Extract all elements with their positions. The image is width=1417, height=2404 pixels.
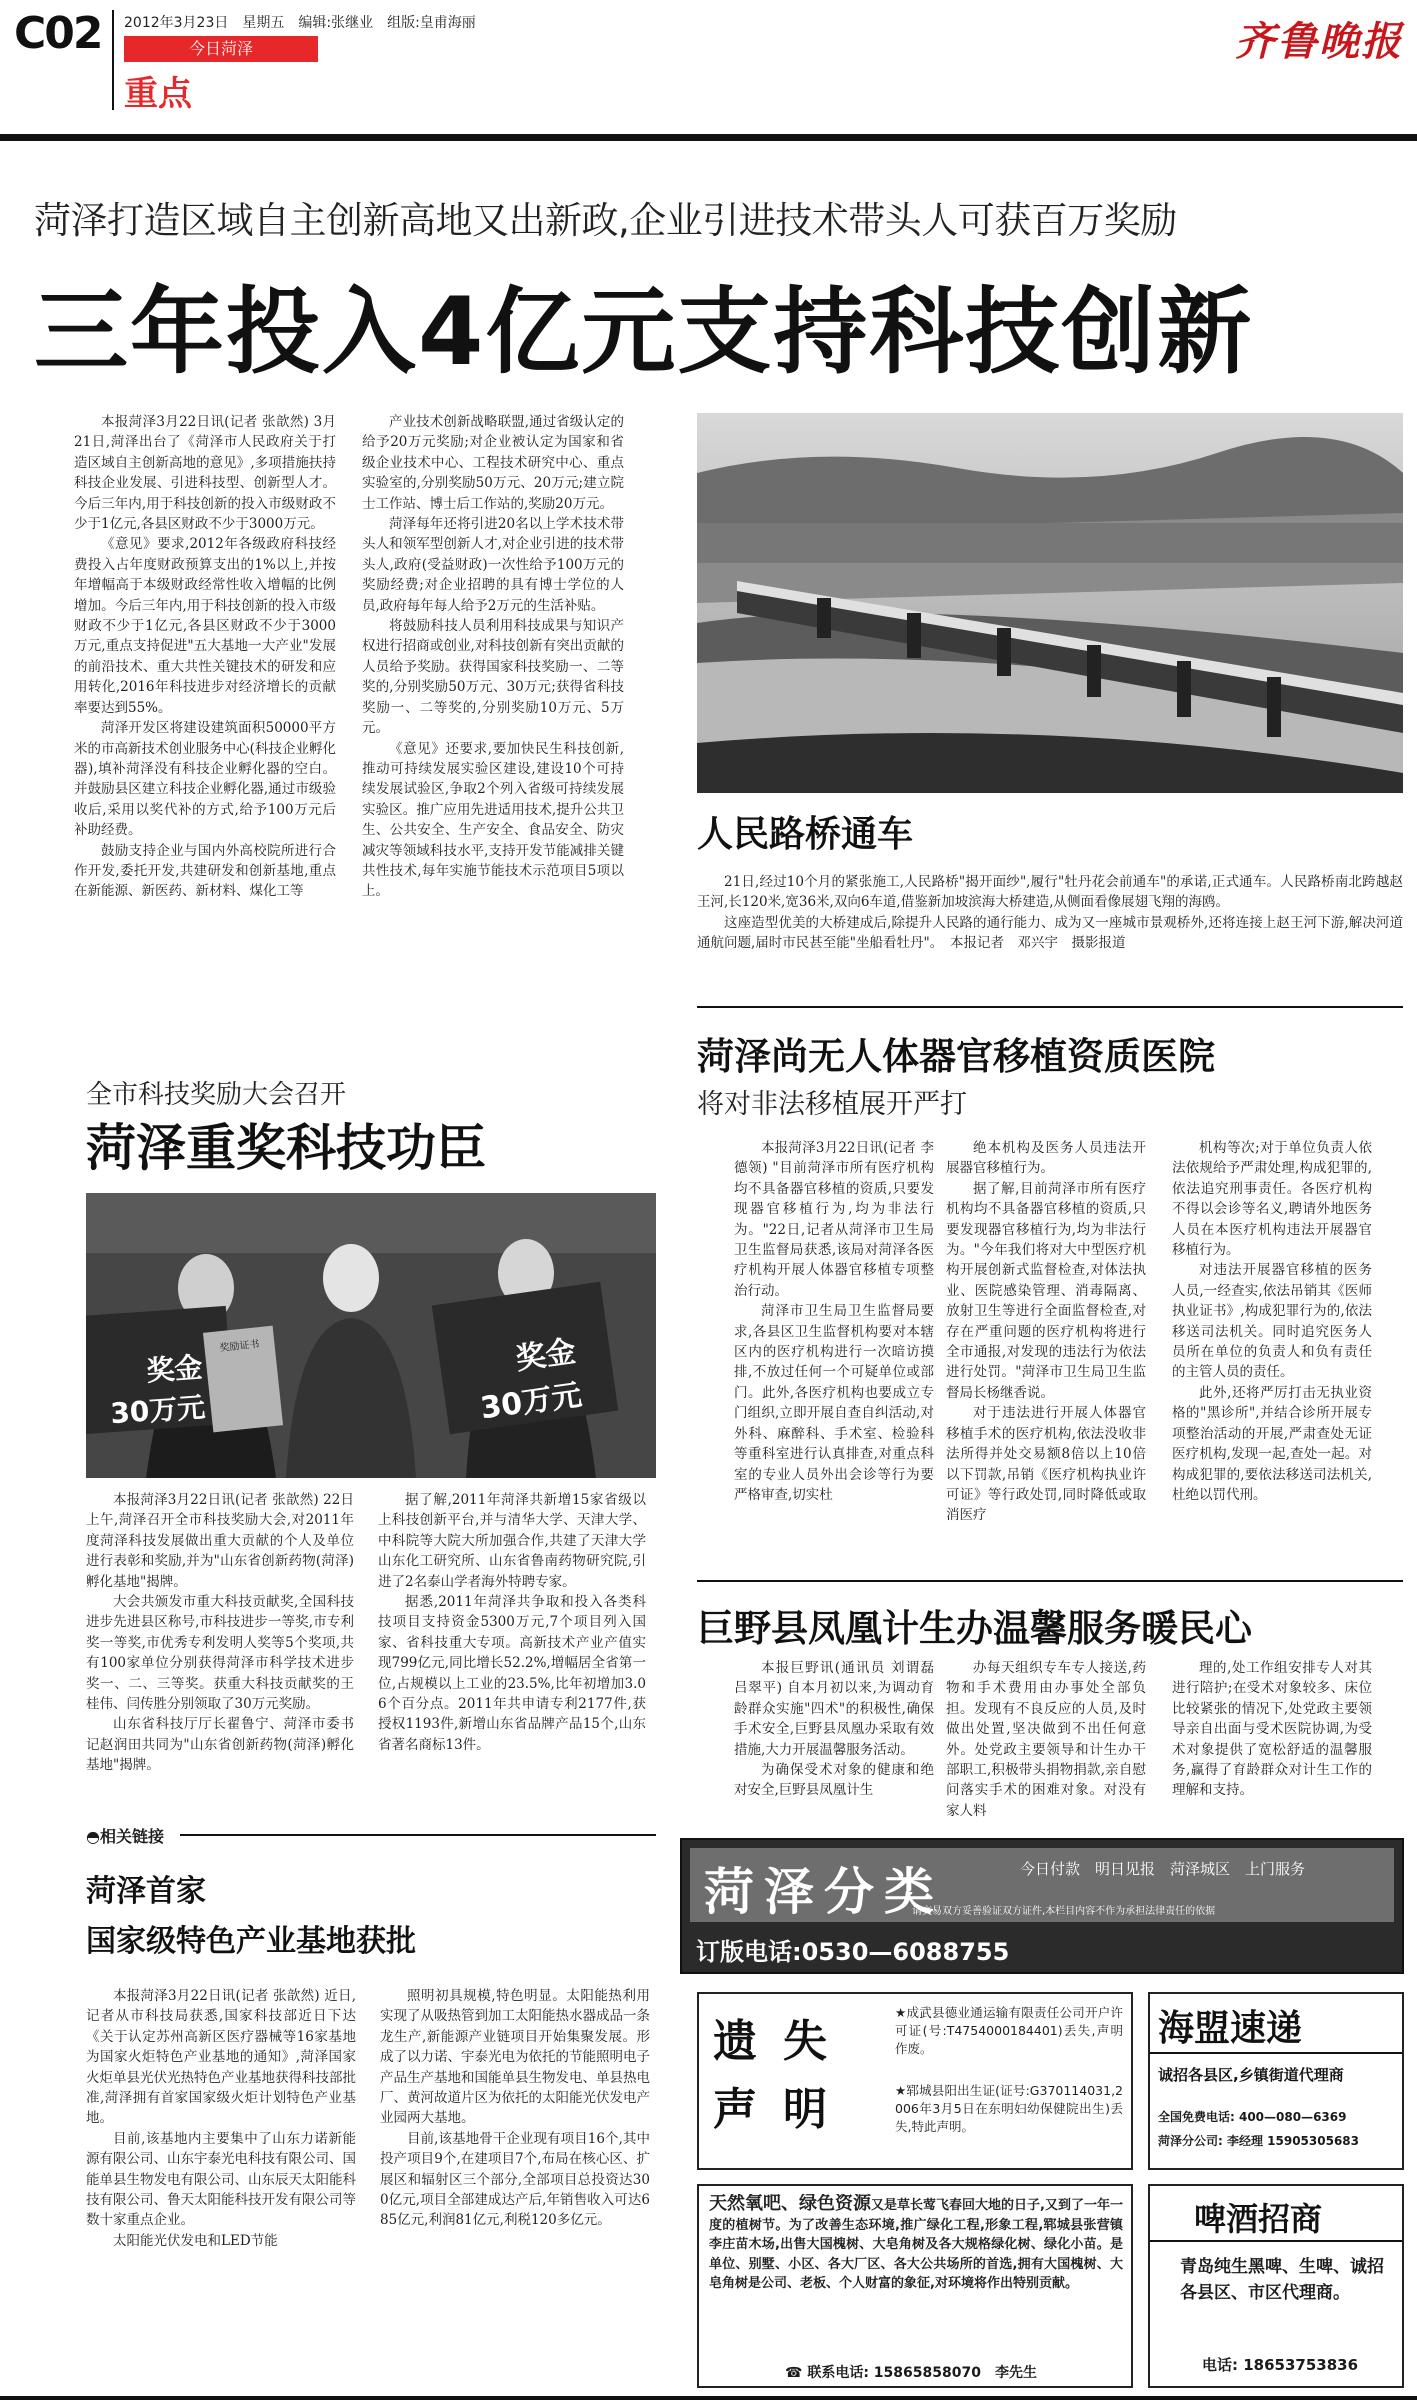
related-title2: 国家级特色产业基地获批 <box>86 1924 416 1959</box>
lost-notice <box>697 1992 1133 2170</box>
lost-item2: ★郓城县阳出生证(证号:G370114031,2006年3月5日在东明妇幼保健院出生)丢失,特此声明。 <box>895 2083 1123 2134</box>
bridge-photo <box>697 413 1403 793</box>
header-meta: 2012年3月23日 星期五 编辑:张继业 组版:皇甫海丽 <box>124 15 476 31</box>
oxygen-contact-text: 联系电话: 15865858070 李先生 <box>807 2365 1037 2381</box>
express-sub: 诚招各县区,乡镇街道代理商 <box>1158 2066 1344 2084</box>
express-rule <box>1150 2052 1402 2054</box>
express-hotline: 全国免费电话: 400—080—6369 <box>1158 2110 1347 2124</box>
beer-ad <box>1148 2184 1404 2388</box>
beer-title: 啤酒招商 <box>1194 2200 1323 2238</box>
award-photo <box>86 1193 656 1478</box>
express-branch: 菏泽分公司: 李经理 15905305683 <box>1158 2134 1360 2148</box>
classified-banner <box>680 1838 1404 1974</box>
related-col1: 本报菏泽3月22日讯(记者 张歆然) 近日,记者从市科技局获悉,国家科技部近日下达《关于认定苏州高新区医疗器械等16家基地为国家火炬特色产业基地的通知》,菏泽国家火炬单县光伏光热特色产业基地获得科技部批准,菏泽拥有首家国家级火炬计划特色产业基地。 目前,该基地内主要集中了山东力诺新能源有限公司、山东宇泰光电科技有限公司、国能单县生物发电有限公司、山东辰天太阳能科技有限公司、鲁天太阳能科技开发有限公司等数十家重点企业。 太阳能光伏发电和LED节能 <box>86 1988 356 2249</box>
header-tag <box>124 36 318 62</box>
phone-icon: ☎ <box>785 2365 803 2381</box>
lead-col2: 产业技术创新战略联盟,通过省级认定的给予20万元奖励;对企业被认定为国家和省级企业技术中心、工程技术研究中心、重点实验室的,分别奖励50万元、20万元;建立院士工作站、博士后工作站的,奖励20万元。 菏泽每年还将引进20名以上学术技术带头人和领军型创新人才,对企业引进的技术带头人,政府(受益财政)一次性给予100万元的奖励经费;对企业招聘的具有博士学位的人员,政府每年每人给予2万元的生活补贴。 将鼓励科技人员利用科技成果与知识产权进行招商或创业,对科技创新有突出贡献的人员给予奖励。获得国家科技奖励一、二等奖的,分别奖励50万元、30万元;获得省科技奖励一、二等奖的,分别奖励10万元、5万元。 《意见》还要求,要加快民生科技创新,推动可持续发展实验区建设,建设10个可持续发展试验区,争取2个列入省级可持续发展实验区。推广应用先进适用技术,提升公共卫生、公共安全、生产安全、食品安全、防灾减灾等领域科技水平,支持开发节能减排关键共性技术,每年实施节能技术示范项目5项以上。 <box>362 414 624 900</box>
award-board-left-text: 奖金 30万元 <box>109 1350 207 1431</box>
section-title: 重点 <box>124 74 192 114</box>
organ-subhead: 将对非法移植展开严打 <box>697 1089 967 1120</box>
classified-phone: 订版电话:0530—6088755 <box>696 1938 1010 1966</box>
oxygen-contact <box>785 2362 1037 2382</box>
bridge-illustration <box>697 413 1403 793</box>
header-vline <box>112 10 114 110</box>
header-tag-text: 今日菏泽 <box>188 39 253 58</box>
brand-logo: 齐鲁晚报 <box>1235 18 1403 65</box>
organ-col1: 本报菏泽3月22日讯(记者 李德领) "目前菏泽市所有医疗机构均不具备器官移植的资质,只要发现器官移植行为,均为非法行为。"22日,记者从菏泽市卫生局卫生监督局获悉,该局对菏泽各医疗机构开展人体器官移植专项整治行动。 菏泽市卫生局卫生监督局要求,各县区卫生监督机构要对本辖区内的医疗机构进行一次暗访摸排,不放过任何一个可疑单位或部门。此外,各医疗机构也要成立专门组织,立即开展自查自纠活动,对外科、麻醉科、手术室、检验科等重科室进行认真排查,对重点科室的专业人员外出会诊等行为要严格审查,切实杜 <box>734 1140 934 1503</box>
juye-col2: 办每天组织专车专人接送,药物和手术费用由办事处全部负担。发现有不良反应的人员,及时做出处置,坚决做到不出任何意外。处党政主要领导和计生办干部职工,积极带头捐物捐款,亲自慰问落实手术的困难对象。对没有家人料 <box>946 1660 1146 1819</box>
award-col1: 本报菏泽3月22日讯(记者 张歆然) 22日上午,菏泽召开全市科技奖励大会,对2011年度菏泽科技发展做出重大贡献的个人及单位进行表彰和奖励,并为"山东省创新药物(菏泽)孵化基地"揭牌。 大会共颁发市重大科技贡献奖,全国科技进步先进县区称号,市科技进步一等奖,市专利奖一等奖,市优秀专利发明人奖等5个奖项,共有100家单位分别获得菏泽市科学技术进步奖一、二、三等奖。获重大科技贡献奖的王桂伟、闫传胜分别领取了30万元奖励。 山东省科技厅厅长翟鲁宁、菏泽市委书记赵润田共同为"山东省创新药物(菏泽)孵化基地"揭牌。 <box>86 1492 354 1774</box>
award-cert-text: 奖励证书 <box>219 1339 261 1355</box>
oxygen-text: 又是草长莺飞春回大地的日子,又到了一年一度的植树节。为了改善生态环境,推广绿化工程,形象工程,郓城县张营镇李庄苗木场,出售大国槐树、大皂角树及各大规格绿化树、绿化小苗。是单位、别墅、小区、各大厂区、各大公共场所的首选,拥有大国槐树、大皂角树是公司、老板、个人财富的象征,对环境将作出特别贡献。 <box>709 2198 1123 2292</box>
juye-headline: 巨野县凤凰计生办温馨服务暖民心 <box>697 1607 1252 1650</box>
related-label <box>86 1824 164 1847</box>
bridge-text: 21日,经过10个月的紧张施工,人民路桥"揭开面纱",履行"牡丹花会前通车"的承诺,正式通车。人民路桥南北跨越赵王河,长120米,宽36米,双向6车道,借鉴新加坡滨海大桥建造,从侧面看像展翅飞翔的海鸥。 这座造型优美的大桥建成后,除提升人民路的通行能力、成为又一座城市景观桥外,还将连接上赵王河下游,解决河道通航问题,届时市民甚至能"坐船看牡丹"。 本报记者 邓兴宇 摄影报道 <box>697 874 1403 952</box>
juye-col3: 理的,处工作组安排专人对其进行陪护;在受术对象较多、床位比较紧张的情况下,处党政主要领导亲自出面与受术医院协调,为受术对象提供了宽松舒适的温馨服务,赢得了育龄群众对计生工作的理解和支持。 <box>1172 1660 1372 1799</box>
lead-kicker: 菏泽打造区域自主创新高地又出新政,企业引进技术带头人可获百万奖励 <box>34 199 1177 242</box>
page-number: C02 <box>14 8 102 59</box>
footer-rule <box>0 2396 1417 2400</box>
express-title: 海盟速递 <box>1158 2008 1303 2049</box>
related-label-text: 相关链接 <box>99 1827 164 1846</box>
lead-bottom-rule <box>697 1006 1403 1008</box>
organ-bottom-rule <box>697 1580 1403 1582</box>
lead-col1: 本报菏泽3月22日讯(记者 张歆然) 3月21日,菏泽出台了《菏泽市人民政府关于打造区域自主创新高地的意见》,多项措施扶持科技企业发展、引进科技型、创新型人才。今后三年内,用于科技创新的投入市级财政不少于1亿元,各县区财政不少于3000万元。 《意见》要求,2012年各级政府科技经费投入占年度财政预算支出的1%以上,并按年增幅高于本级财政经常性收入增幅的比例增加。今后三年内,用于科技创新的投入市级财政不少于1亿元,各县区财政不少于3000万元,重点支持促进"五大基地一大产业"发展的前沿技术、重大共性关键技术的研发和应用转化,2016年科技进步对经济增长的贡献率要达到55%。 菏泽开发区将建设建筑面积50000平方米的市高新技术创业服务中心(科技企业孵化器),填补菏泽没有科技企业孵化器的空白。并鼓励县区建立科技企业孵化器,通过市级验收后,采用以奖代补的方式,给予100万元后补助经费。 鼓励支持企业与国内外高校院所进行合作开发,委托开发,共建研发和创新基地,重点在新能源、新医药、新材料、煤化工等 <box>74 414 336 900</box>
lead-headline: 三年投入4亿元支持科技创新 <box>34 278 1254 387</box>
oxygen-ad <box>697 2184 1133 2388</box>
beer-rule <box>1150 2240 1402 2242</box>
lost-item1: ★成武县德业通运输有限责任公司开户许可证(号:T4754000184401)丢失,声明作废。 <box>895 2005 1123 2056</box>
award-headline: 菏泽重奖科技功臣 <box>86 1119 486 1177</box>
classified-banner-inner <box>690 1848 1394 1922</box>
classified-title: 菏泽分类 <box>704 1863 944 1921</box>
related-col2: 照明初具规模,特色明显。太阳能热利用实现了从吸热管到加工太阳能热水器成品一条龙生产,新能源产业链项目开始集聚发展。形成了以力诺、宇泰光电为依托的节能照明电子产品生产基地和国能单县生物发电、单县热电厂、黄河故道片区为依托的太阳能光伏发电产业园两大基地。 目前,该基地骨干企业现有项目16个,其中投产项目9个,在建项目7个,布局在核心区、扩展区和辐射区三个部分,全部项目总投资达300亿元,项目全部建成达产后,年销售收入可达685亿元,利润81亿元,利税120多亿元。 <box>380 1988 650 2229</box>
award-board-right-text: 奖金 30万元 <box>478 1334 585 1427</box>
express-ad <box>1148 1992 1404 2170</box>
organ-col3: 机构等次;对于单位负责人依法依规给予严肃处理,构成犯罪的,依法追究刑事责任。各医疗机构不得以会诊等名义,聘请外地医务人员在本医疗机构违法开展器官移植行为。 对违法开展器官移植的医务人员,一经查实,依法吊销其《医师执业证书》,构成犯罪行为的,依法移送司法机关。同时追究医务人员所在单位的负责人和负有责任的主管人员的责任。 此外,还将严厉打击无执业资格的"黑诊所",并结合诊所开展专项整治活动的开展,严肃查处无证医疗机构,发现一起,查处一起。对构成犯罪的,要依法移送司法机关,杜绝以罚代刑。 <box>1172 1140 1372 1503</box>
related-title1: 菏泽首家 <box>86 1874 206 1909</box>
award-kicker: 全市科技奖励大会召开 <box>86 1080 347 1110</box>
organ-col2: 绝本机构及医务人员违法开展器官移植行为。 据了解,目前菏泽市所有医疗机构均不具备器官移植的资质,只要发现器官移植行为,均为非法行为。"今年我们将对大中型医疗机构开展创新式监督检查,对体法执业、医院感染管理、消毒隔离、放射卫生等进行全面监督检查,对存在严重问题的医疗机构将进行全市通报,对发现的违法行为依法进行处罚。"菏泽市卫生局卫生监督局长杨继香说。 对于违法进行开展人体器官移植手术的医疗机构,依法没收非法所得并处交易额8倍以上10倍以下罚款,吊销《医疗机构执业许可证》等行政处罚,同时降低或取消医疗 <box>946 1140 1146 1524</box>
oxygen-body <box>709 2194 1123 2354</box>
award-cert <box>203 1326 283 1433</box>
award-board-right <box>432 1282 618 1434</box>
header-rule <box>0 134 1417 141</box>
juye-col1: 本报巨野讯(通讯员 刘谓磊 吕翠平) 自本月初以来,为调动育龄群众实施"四术"的积极性,确保手术安全,巨野县凤凰办采取有效措施,大力开展温馨服务活动。 为确保受术对象的健康和绝对安全,巨野县凤凰计生 <box>734 1660 934 1799</box>
beer-phone: 电话: 18653753836 <box>1202 2356 1359 2374</box>
award-col2: 据了解,2011年菏泽共新增15家省级以上科技创新平台,并与清华大学、天津大学、中科院等大院大所加强合作,共建了天津大学山东化工研究所、山东省鲁南药物研究院,引进了2名泰山学者海外特聘专家。 据悉,2011年菏泽共争取和投入各类科技项目支持资金5300万元,7个项目列入国家、省科技重大专项。高新技术产业产值实现799亿元,同比增长52.2%,增幅居全省第一位,占规模以上工业的23.5%,比年初增加3.06个百分点。2011年共申请专利2177件,获授权1193件,新增山东省品牌产品15个,山东省著名商标13件。 <box>378 1492 646 1753</box>
lost-title: 遗失声明 <box>713 2016 853 2135</box>
oxygen-title: 天然氧吧、绿色资源 <box>709 2194 872 2214</box>
classified-slogan: 今日付款 明日见报 菏泽城区 上门服务 <box>1020 1860 1306 1878</box>
classified-note: 请交易双方妥善验证双方证件,本栏目内容不作为承担法律责任的依据 <box>912 1906 1216 1917</box>
beer-text: 青岛纯生黑啤、生啤、诚招各县区、市区代理商。 <box>1180 2257 1384 2303</box>
bridge-headline: 人民路桥通车 <box>697 814 914 855</box>
related-rule <box>180 1834 656 1836</box>
related-icon: ◓ <box>86 1827 100 1846</box>
organ-headline: 菏泽尚无人体器官移植资质医院 <box>697 1035 1215 1078</box>
